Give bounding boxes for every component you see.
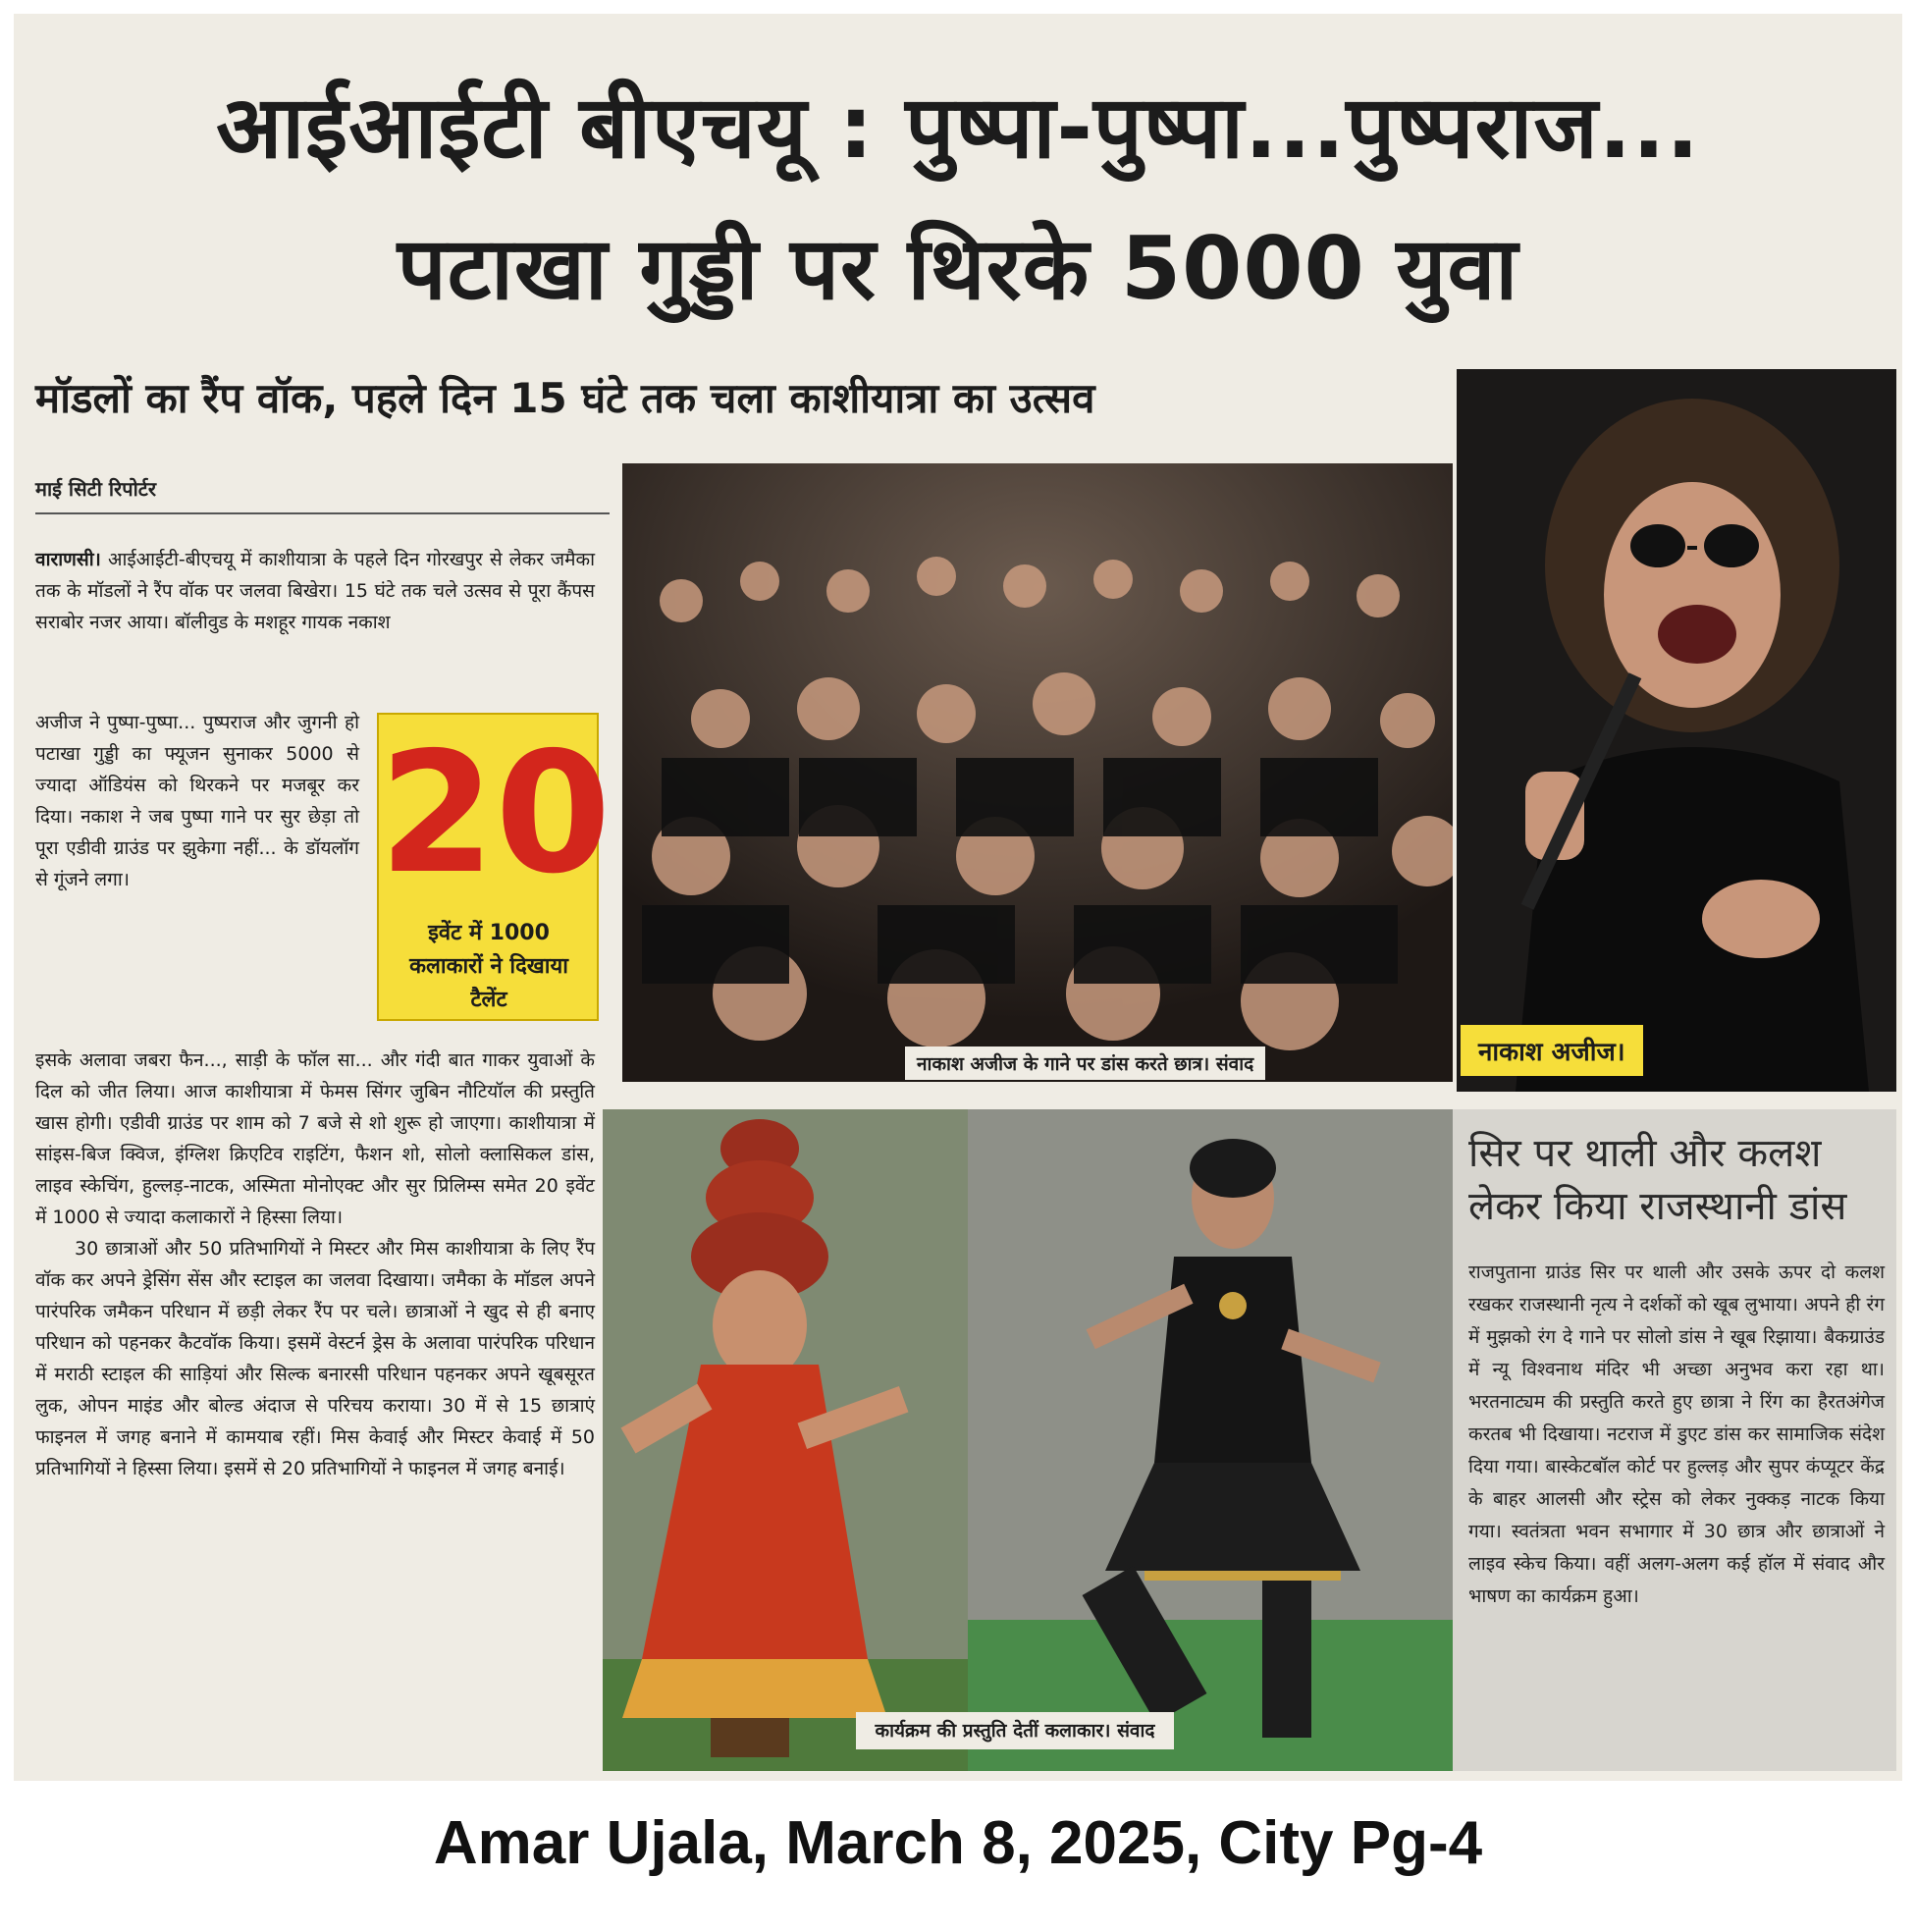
byline: माई सिटी रिपोर्टर [35,477,157,501]
story-paragraph-2: इसके अलावा जबरा फैन..., साड़ी के फॉल सा... और गंदी बात गाकर युवाओं के दिल को जीत लिया। आज काशीयात्रा में फेमस सिंगर जुबिन नौटियॉल की प्रस्तुति खास होगी। एडीवी ग्राउंड पर शाम को 7 बजे से शो शुरू हो जाएगा। काशीयात्रा में सांइस-बिज क्विज, इंग्लिश क्रिएटिव राइटिंग, फैशन शो, सोलो क्लासिकल डांस, लाइव स्केचिंग, हुल्लड़-नाटक, अस्मिता मोनोएक्ट और सुर प्रिलिम्स समेत 20 इवेंट में 1000 से ज्यादा कलाकारों ने हिस्सा लिया। [35,1049,595,1228]
byline-divider [35,512,610,514]
singer-image [1457,369,1896,1092]
headline-line-2: पटाखा गुड्डी पर थिरके 5000 युवा [397,218,1519,319]
subheadline: मॉडलों का रैंप वॉक, पहले दिन 15 घंटे तक चला काशीयात्रा का उत्सव [35,374,1095,422]
dance-photo-caption: कार्यक्रम की प्रस्तुति देतीं कलाकार। संवाद [856,1712,1174,1749]
crowd-photo [622,463,1453,1082]
newspaper-clipping [14,14,1902,1781]
classical-dancer-image [968,1109,1453,1771]
source-footer: Amar Ujala, March 8, 2025, City Pg-4 [433,1809,1483,1877]
singer-photo-caption: नाकाश अजीज। [1461,1025,1643,1076]
sidebar-text: राजपुताना ग्राउंड सिर पर थाली और उसके ऊपर दो कलश रखकर राजस्थानी नृत्य ने दर्शकों को खूब लुभाया। अपने ही रंग में मुझको रंग दे गाने पर सोलो डांस ने खूब रिझाया। बैकग्राउंड में न्यू विश्वनाथ मंदिर भी अच्छा अनुभव करा रहा था। भरतनाट्यम की प्रस्तुति करते हुए छात्रा ने रिंग का हैरतअंगेज करतब भी दिखाया। नटराज में डुएट डांस कर सामाजिक संदेश दिया गया। बास्केटबॉल कोर्ट पर हुल्लड़ और सुपर कंप्यूटर केंद्र के बाहर आलसी और स्ट्रेस को लेकर नुक्कड़ नाटक किया गया। स्वतंत्रता भवन सभागार में 30 छात्र और छात्राओं ने लाइव स्केच किया। वहीं अलग-अलग कई हॉल में संवाद और भाषण का कार्यक्रम हुआ। [1468,1261,1885,1607]
rajasthani-dancer-image [603,1109,968,1771]
fact-box [377,713,612,1021]
story-paragraph-3: 30 छात्राओं और 50 प्रतिभागियों ने मिस्टर और मिस काशीयात्रा के लिए रैंप वॉक कर अपने ड्रेसिंग सेंस और स्टाइल का जलवा दिखाया। जमैका के मॉडल अपने पारंपरिक जमैकन परिधान में छड़ी लेकर रैंप पर चले। छात्राओं ने खुद से ही बनाए परिधान को पहनकर कैटवॉक किया। इसमें वेस्टर्न ड्रेस के अलावा पारंपरिक परिधान में मराठी स्टाइल की साड़ियां और सिल्क बनारसी परिधान पहनकर अपने खूबसूरत लुक, ओपन माइंड और बोल्ड अंदाज से परिचय कराया। 30 में से 15 छात्राएं फाइनल में जगह बनाने में कामयाब रहीं। मिस केवाई और मिस्टर केवाई में 50 प्रतिभागियों ने हिस्सा लिया। इसमें से 20 प्रतिभागियों ने फाइनल में जगह बनाई। [35,1238,595,1479]
singer-photo [1457,369,1896,1092]
story-lead-text: आईआईटी-बीएचयू में काशीयात्रा के पहले दिन गोरखपुर से लेकर जमैका तक के मॉडलों ने रैंप वॉक पर जलवा बिखेरा। 15 घंटे तक चले उत्सव से पूरा कैंपस सराबोर नजर आया। बॉलीवुड के मशहूर गायक नकाश [35,549,595,633]
dateline-city: वाराणसी। [35,549,101,570]
story-body [35,1045,595,1484]
story-lead-narrow-text: अजीज ने पुष्पा-पुष्पा... पुष्पराज और जुगनी हो पटाखा गुड्डी का फ्यूजन सुनाकर 5000 से ज्यादा ऑडियंस को थिरकने पर मजबूर कर दिया। नकाश ने जब पुष्पा गाने पर सुर छेड़ा तो पूरा एडीवी ग्राउंड पर झुकेगा नहीं... के डॉयलॉग से गूंजने लगा। [35,712,359,890]
headline-line-1: आईआईटी बीएचयू : पुष्पा-पुष्पा...पुष्पराज... [216,77,1700,178]
fact-box-text: इवेंट में 1000 कलाकारों ने दिखाया टैलेंट [409,921,568,1012]
classical-dancer-photo [968,1109,1453,1771]
fact-box-number: 20 [379,717,612,911]
sidebar-story [1453,1109,1896,1771]
rajasthani-dancer-photo [603,1109,968,1771]
crowd-image [622,463,1453,1082]
crowd-photo-caption: नाकाश अजीज के गाने पर डांस करते छात्र। संवाद [905,1046,1265,1080]
story-lead-narrow [35,707,359,895]
story-lead-wide [35,544,595,638]
sidebar-title: सिर पर थाली और कलश लेकर किया राजस्थानी डांस [1468,1131,1847,1229]
